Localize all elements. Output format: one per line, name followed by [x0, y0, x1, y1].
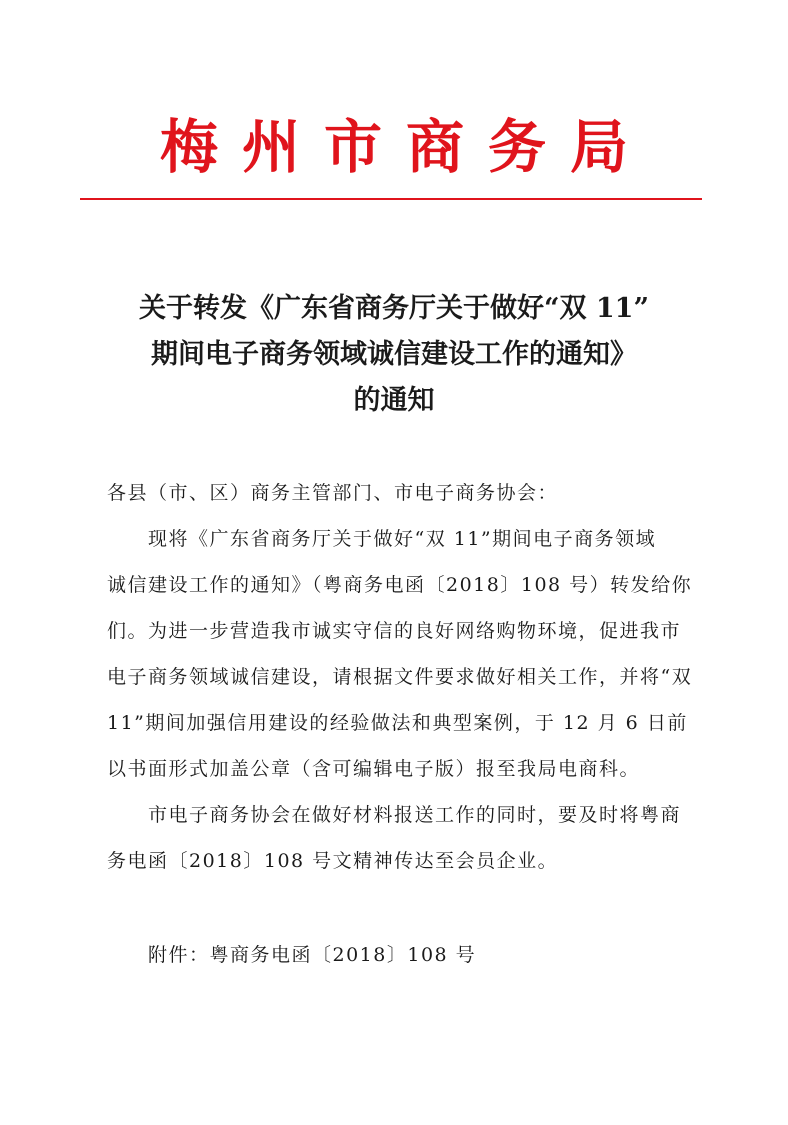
document-title [0, 286, 788, 424]
paragraph-line: 以书面形式加盖公章（含可编辑电子版）报至我局电商科。 [107, 758, 641, 780]
attachment-line: 附件：粤商务电函〔2018〕108 号 [148, 944, 477, 966]
salutation [107, 470, 689, 516]
paragraph-line: 市电子商务协会在做好材料报送工作的同时，要及时将粤商 [148, 804, 682, 826]
body-paragraph-2 [107, 792, 689, 884]
paragraph-line: 务电函〔2018〕108 号文精神传达至会员企业。 [107, 850, 559, 872]
paragraph-line: 电子商务领域诚信建设，请根据文件要求做好相关工作，并将“双 [107, 666, 693, 688]
salutation-line: 各县（市、区）商务主管部门、市电子商务协会： [107, 482, 559, 504]
paragraph-line: 诚信建设工作的通知》（粤商务电函〔2018〕108 号）转发给你 [107, 574, 693, 596]
paragraph-line: 11”期间加强信用建设的经验做法和典型案例，于 12 月 6 日前 [107, 712, 688, 734]
attachment-note [107, 932, 689, 978]
paragraph-line: 现将《广东省商务厅关于做好“双 11”期间电子商务领域 [148, 528, 657, 550]
header-red-rule [80, 198, 702, 200]
document-title-line: 关于转发《广东省商务厅关于做好“双 11” [138, 293, 650, 324]
document-title-line: 的通知 [353, 385, 435, 416]
body-paragraph-1 [107, 516, 693, 792]
issuing-authority-title: 梅州市商务局 [159, 113, 652, 181]
paragraph-line: 们。为进一步营造我市诚实守信的良好网络购物环境，促进我市 [107, 620, 682, 642]
document-title-line: 期间电子商务领域诚信建设工作的通知》 [151, 339, 637, 370]
